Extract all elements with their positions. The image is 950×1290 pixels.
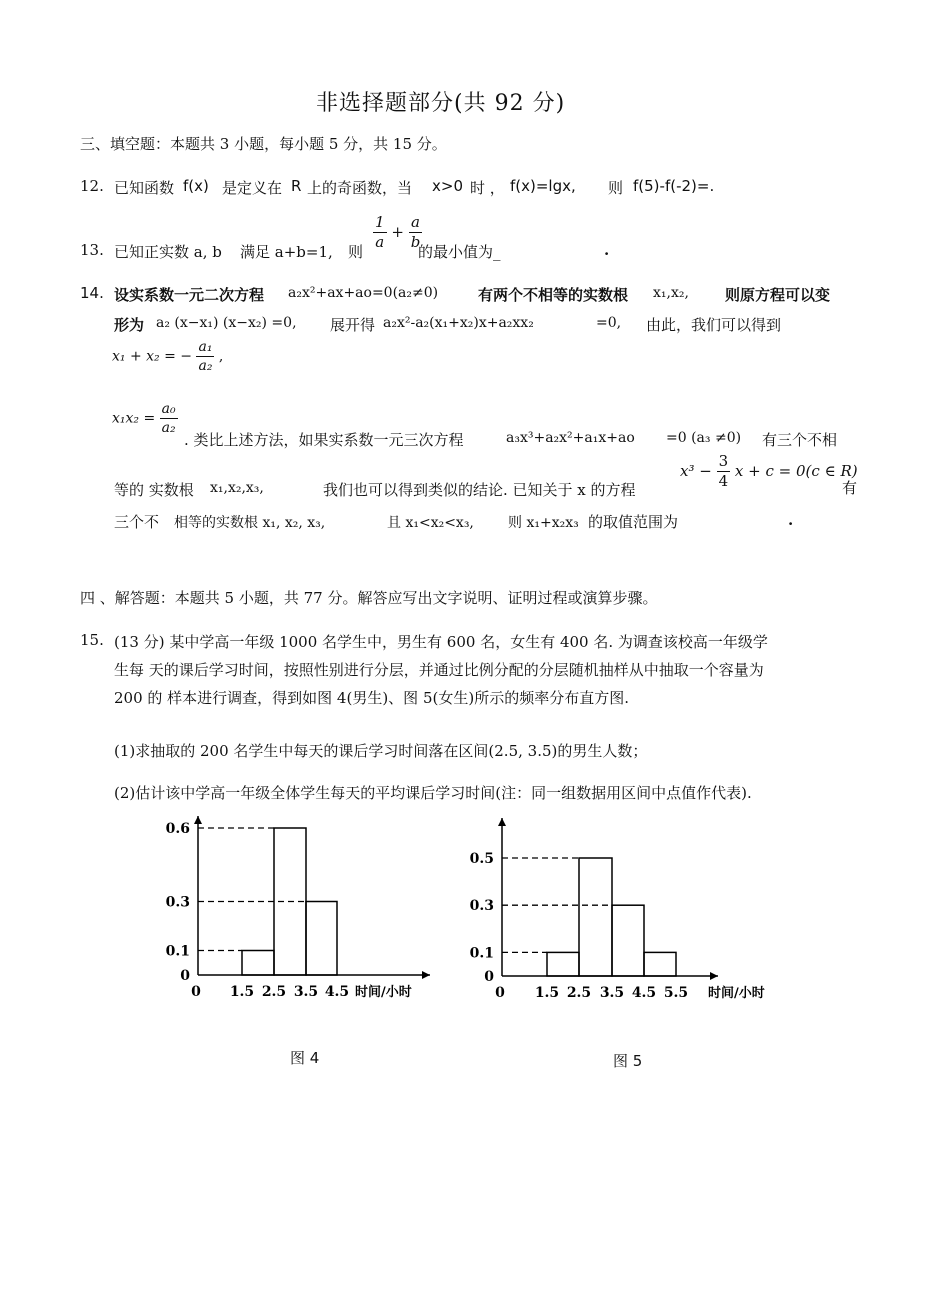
- x-tick-label: 4.5: [324, 984, 350, 1000]
- q15-subquestion-1: (1)求抽取的 200 名学生中每天的课后学习时间落在区间(2.5, 3.5)的男生人数；: [114, 742, 648, 760]
- q13-text-4: 的最小值为_: [418, 243, 501, 261]
- q14-line4-d: 有三个不相: [762, 431, 838, 449]
- question-number: 15.: [80, 631, 104, 649]
- y-tick-label: 0.3: [469, 898, 494, 915]
- x-tick-label: 4.5: [631, 985, 657, 1001]
- q14-line4-c: =0 (a₃ ≠0): [666, 430, 742, 446]
- q15-subquestion-2: (2)估计该中学高一年级全体学生每天的平均课后学习时间(注：同一组数据用区间中点值作代表).: [114, 784, 752, 802]
- question-number: 12.: [80, 177, 104, 195]
- histogram-bar: [242, 951, 274, 976]
- q12-fx: f(x): [183, 177, 209, 195]
- histogram-figure-5: [468, 810, 788, 1010]
- section-heading-solve: 四 、解答题：本题共 5 小题，共 77 分。解答应写出文字说明、证明过程或演算步骤。: [80, 589, 658, 607]
- x-tick-label: 1.5: [229, 984, 255, 1000]
- q14-line2-d: a₂x²-a₂(x₁+x₂)x+a₂xx₂: [383, 315, 534, 331]
- page-title: 非选择题部分(共 92 分): [316, 91, 566, 116]
- x-tick-label: 1.5: [534, 985, 560, 1001]
- x-tick-label: 5.5: [663, 985, 689, 1001]
- q14-line1-a: 设实系数一元二次方程: [114, 286, 265, 304]
- q13-text-3: 则: [348, 243, 364, 261]
- x-axis-arrow: [422, 971, 430, 979]
- q14-line6-b: 相等的实数根 x₁, x₂, x₃,: [174, 515, 326, 531]
- y-tick-label: 0.3: [165, 894, 190, 911]
- question-number: 13.: [80, 241, 104, 259]
- q14-vieta-product: x₁x₂ = $\frac{\text{a₀}}{\text{a₂}}$: [112, 401, 176, 436]
- q14-line1-c: 有两个不相等的实数根: [478, 286, 629, 304]
- q13-text-2: 满足 a+b=1,: [240, 243, 333, 261]
- x-tick-label: 3.5: [293, 984, 319, 1000]
- q14-line2-e: =0,: [596, 315, 622, 331]
- question-number: 14.: [80, 284, 104, 302]
- x-axis-label: 时间/小时: [355, 985, 412, 1000]
- figure-4-caption: 图 4: [290, 1049, 320, 1067]
- q14-line2-a: 形为: [114, 316, 145, 334]
- q15-line-2: 生每 天的课后学习时间，按照性别进行分层，并通过比例分配的分层随机抽样从中抽取一个容量为: [114, 661, 764, 679]
- q12-text-1: 已知函数: [114, 179, 175, 197]
- y-tick-label: 0.1: [469, 945, 494, 962]
- histogram-bar: [547, 952, 579, 976]
- q14-line2-c: 展开得: [330, 316, 376, 334]
- q12-text-4: 时 ，: [470, 179, 505, 197]
- q14-cubic-equation: x³ − $\frac{3}{4}$ x + c = 0(c ∈ R): [680, 452, 858, 490]
- histogram-bar: [306, 902, 337, 976]
- q12-text-3: 上的奇函数，当: [307, 179, 413, 197]
- histogram-figure-4: [160, 810, 450, 1010]
- q14-line6-a: 三个不: [114, 513, 160, 531]
- x-tick-label: 0: [191, 984, 201, 1000]
- q15-line-3: 200 的 样本进行调查，得到如图 4(男生)、图 5(女生)所示的频率分布直方图.: [114, 689, 629, 707]
- figure-5-caption: 图 5: [613, 1052, 643, 1070]
- histogram-bar: [612, 905, 644, 976]
- y-tick-label: 0: [180, 968, 190, 984]
- y-tick-label: 0.1: [165, 943, 190, 960]
- q14-line6-d: 则 x₁+x₂x₃: [508, 515, 579, 531]
- x-axis-label: 时间/小时: [708, 986, 765, 1001]
- y-axis-arrow: [498, 818, 506, 826]
- q14-line1-e: 则原方程可以变: [725, 286, 831, 304]
- q12-ask: f(5)-f(-2)=.: [633, 177, 715, 195]
- q14-line5-d: 有: [842, 479, 858, 497]
- y-tick-label: 0: [484, 969, 494, 985]
- q14-line4-b: a₃x³+a₂x²+a₁x+ao: [506, 430, 635, 446]
- q14-line1-b: a₂x²+ax+ao=0(a₂≠0): [288, 285, 439, 301]
- q14-vieta-sum: x₁ + x₂ = − $\frac{\text{a₁}}{\text{a₂}}$ ,: [112, 339, 224, 374]
- q13-expression: $\frac{1}{a}$ + $\frac{a}{b}$: [375, 213, 421, 251]
- q12-text-5: 则: [608, 179, 624, 197]
- q14-line1-d: x₁,x₂,: [653, 285, 689, 301]
- y-tick-label: 0.6: [165, 821, 190, 837]
- q12-R: R: [291, 177, 302, 195]
- q12-condition: x>0: [432, 177, 463, 195]
- q14-line2-f: 由此，我们可以得到: [646, 316, 782, 334]
- q12-text-2: 是定义在: [222, 179, 283, 197]
- q14-line6-c: 且 x₁<x₂<x₃,: [387, 515, 474, 531]
- x-tick-label: 2.5: [261, 984, 287, 1000]
- y-axis-arrow: [194, 816, 202, 824]
- histogram-bar: [579, 858, 612, 976]
- q14-line4-a: . 类比上述方法，如果实系数一元三次方程: [184, 431, 464, 449]
- q13-text-1: 已知正实数 a, b: [114, 243, 222, 261]
- x-axis-arrow: [710, 972, 718, 980]
- q12-definition: f(x)=lgx,: [510, 177, 576, 195]
- q14-line5-b: x₁,x₂,x₃,: [210, 480, 264, 496]
- y-tick-label: 0.5: [469, 851, 494, 867]
- q14-line2-b: a₂ (x−x₁) (x−x₂) =0,: [156, 315, 297, 331]
- x-tick-label: 0: [495, 985, 505, 1001]
- section-heading-fill-in: 三、填空题：本题共 3 小题，每小题 5 分，共 15 分。: [80, 135, 447, 153]
- q15-line-1: (13 分) 某中学高一年级 1000 名学生中，男生有 600 名，女生有 400 名. 为调查该校高一年级学: [114, 633, 768, 651]
- q14-line5-c: 我们也可以得到类似的结论. 已知关于 x 的方程: [323, 481, 636, 499]
- q14-line5-a: 等的 实数根: [114, 481, 194, 499]
- q14-end-dot: .: [788, 511, 794, 529]
- x-tick-label: 3.5: [599, 985, 625, 1001]
- q14-line6-e: 的取值范围为: [588, 513, 679, 531]
- q13-end-dot: .: [604, 241, 610, 259]
- x-tick-label: 2.5: [566, 985, 592, 1001]
- histogram-bar: [644, 952, 676, 976]
